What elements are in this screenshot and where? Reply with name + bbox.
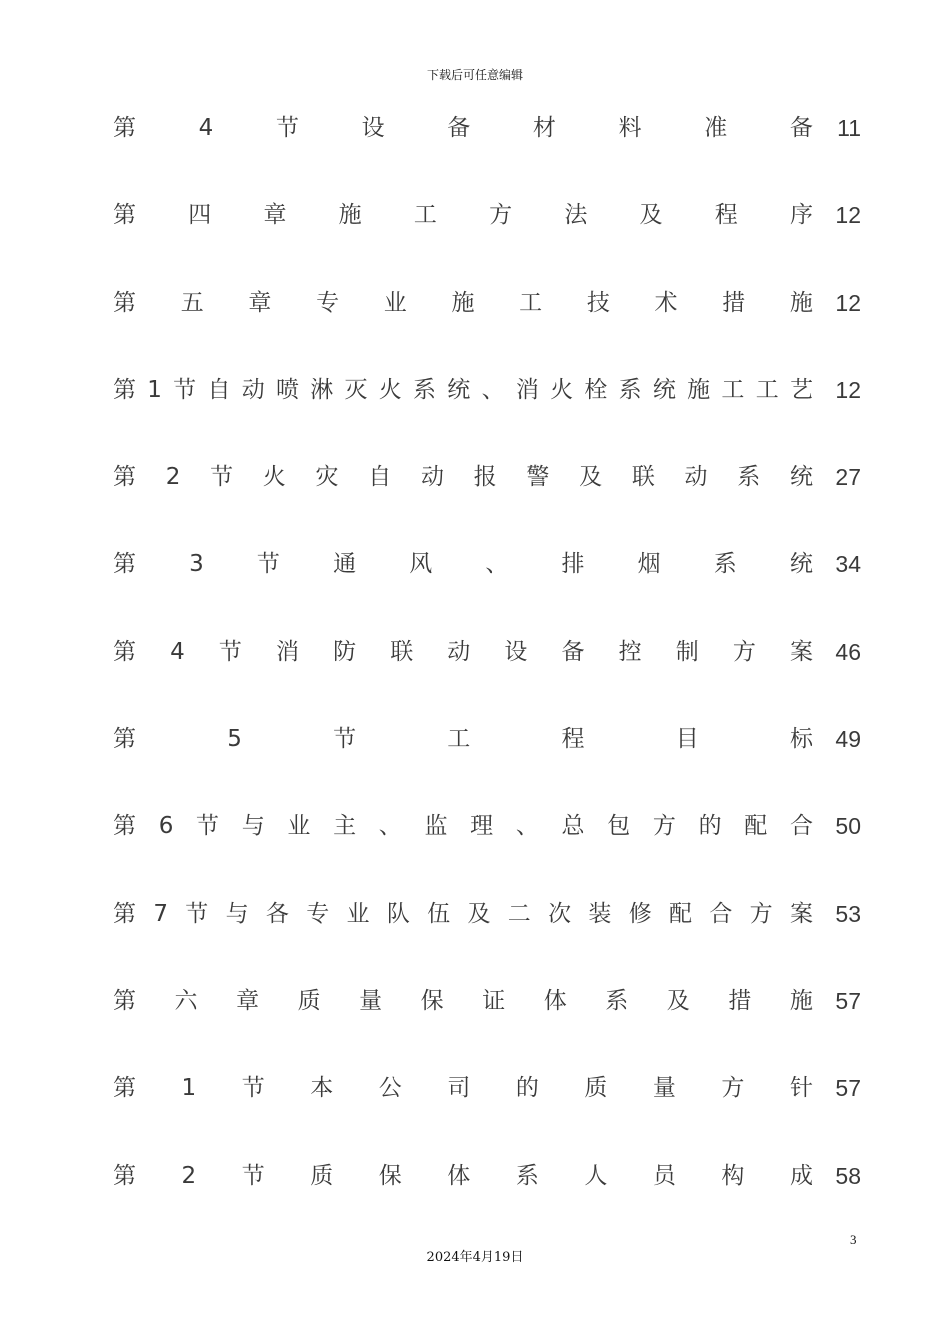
toc-entry-page: 27	[835, 464, 861, 491]
toc-entry-page: 12	[835, 289, 861, 316]
footer-date: 2024年4月19日	[426, 1250, 524, 1265]
toc-entry-page: 12	[835, 202, 861, 229]
header-note: 下载后可任意编辑	[426, 68, 523, 82]
toc-entry[interactable]	[113, 366, 861, 453]
toc-entry[interactable]	[113, 628, 861, 715]
toc-entry[interactable]	[113, 977, 861, 1064]
toc-entry-page: 53	[835, 900, 861, 927]
toc-entry[interactable]	[113, 890, 861, 977]
toc-entry-title: 第 5 节 工 程 目 标	[113, 726, 813, 753]
toc-entry-title: 第 4 节 消 防 联 动 设 备 控 制 方 案	[113, 638, 813, 665]
table-of-contents	[113, 104, 861, 1239]
toc-entry-page: 50	[835, 813, 861, 840]
toc-entry-title: 第 六 章 质 量 保 证 体 系 及 措 施	[113, 987, 813, 1014]
toc-entry-title: 第 7 节 与 各 专 业 队 伍 及 二 次 装 修 配 合 方 案	[113, 900, 813, 927]
toc-entry-page: 34	[835, 551, 861, 578]
toc-entry-title: 第 2 节 火 灾 自 动 报 警 及 联 动 系 统	[113, 464, 813, 491]
toc-entry-title: 第 3 节 通 风 、 排 烟 系 统	[113, 551, 813, 578]
toc-entry-title: 第 五 章 专 业 施 工 技 术 措 施	[113, 289, 813, 316]
toc-entry-title: 第 1 节 自 动 喷 淋 灭 火 系 统 、 消 火 栓 系 统 施 工 工 艺	[113, 376, 813, 403]
toc-entry-page: 46	[835, 638, 861, 665]
toc-entry-page: 57	[835, 987, 861, 1014]
toc-entry[interactable]	[113, 802, 861, 889]
toc-entry-page: 12	[835, 376, 861, 403]
toc-entry[interactable]	[113, 104, 861, 191]
toc-entry-title: 第 6 节 与 业 主 、 监 理 、 总 包 方 的 配 合	[113, 813, 813, 840]
page-number: 3	[850, 1232, 857, 1247]
toc-entry[interactable]	[113, 540, 861, 627]
toc-entry[interactable]	[113, 279, 861, 366]
toc-entry[interactable]	[113, 453, 861, 540]
toc-entry-title: 第 四 章 施 工 方 法 及 程 序	[113, 202, 813, 229]
toc-entry[interactable]	[113, 1152, 861, 1239]
toc-entry[interactable]	[113, 1064, 861, 1151]
toc-entry-page: 57	[835, 1075, 861, 1102]
toc-entry-title: 第 2 节 质 保 体 系 人 员 构 成	[113, 1162, 813, 1189]
toc-entry-page: 58	[835, 1162, 861, 1189]
toc-entry-page: 11	[837, 115, 861, 141]
toc-entry[interactable]	[113, 715, 861, 802]
toc-entry-page: 49	[835, 726, 861, 753]
toc-entry-title: 第 4 节 设 备 材 料 准 备	[113, 115, 813, 141]
toc-entry-title: 第 1 节 本 公 司 的 质 量 方 针	[113, 1075, 813, 1102]
toc-entry[interactable]	[113, 191, 861, 278]
